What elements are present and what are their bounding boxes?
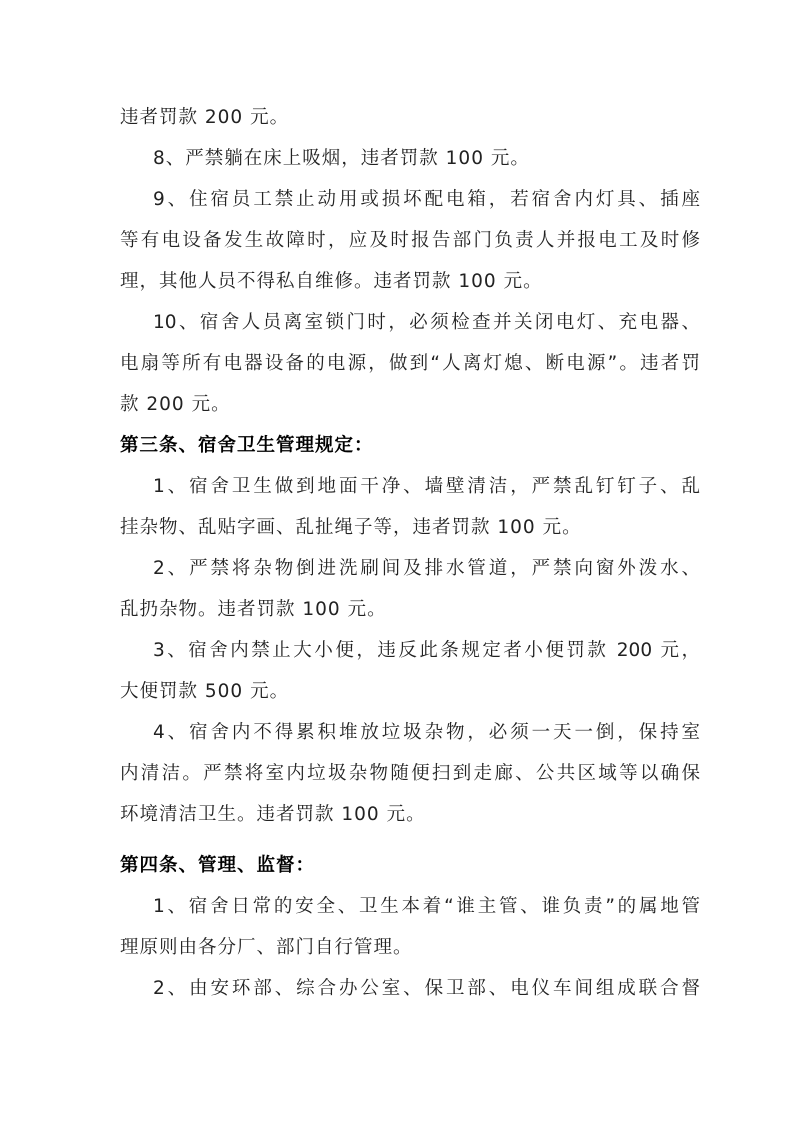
paragraph-line: 等有电设备发生故障时，应及时报告部门负责人并报电工及时修 [120, 230, 700, 251]
paragraph-line: 4、宿舍内不得累积堆放垃圾杂物，必须一天一倒，保持室 [153, 722, 700, 743]
section-heading: 第四条、管理、监督： [120, 855, 316, 876]
paragraph-line: 内清洁。严禁将室内垃圾杂物随便扫到走廊、公共区域等以确保 [120, 763, 700, 784]
paragraph-line: 1、宿舍日常的安全、卫生本着“谁主管、谁负责”的属地管 [153, 896, 700, 917]
paragraph-line: 1、宿舍卫生做到地面干净、墙壁清洁，严禁乱钉钉子、乱 [153, 476, 700, 497]
section-heading: 第三条、宿舍卫生管理规定： [120, 435, 374, 456]
paragraph-line: 挂杂物、乱贴字画、乱扯绳子等，违者罚款 100 元。 [120, 517, 582, 538]
paragraph-line: 理原则由各分厂、部门自行管理。 [120, 937, 413, 958]
paragraph-line: 环境清洁卫生。违者罚款 100 元。 [120, 804, 426, 825]
paragraph-line: 2、由安环部、综合办公室、保卫部、电仪车间组成联合督 [153, 978, 700, 999]
paragraph-line: 乱扔杂物。违者罚款 100 元。 [120, 599, 387, 620]
paragraph-line: 款 200 元。 [120, 394, 231, 415]
paragraph-line: 电扇等所有电器设备的电源，做到“人离灯熄、断电源”。违者罚 [120, 353, 700, 374]
paragraph-line: 理，其他人员不得私自维修。违者罚款 100 元。 [120, 271, 543, 292]
paragraph-line: 3、宿舍内禁止大小便，违反此条规定者小便罚款 200 元， [153, 640, 700, 661]
paragraph-line: 9、住宿员工禁止动用或损坏配电箱，若宿舍内灯具、插座 [153, 189, 700, 210]
paragraph-line: 大便罚款 500 元。 [120, 681, 290, 702]
paragraph-line: 10、宿舍人员离室锁门时，必须检查并关闭电灯、充电器、 [153, 312, 700, 333]
paragraph-line: 8、严禁躺在床上吸烟，违者罚款 100 元。 [153, 148, 530, 169]
paragraph-line: 2、严禁将杂物倒进洗刷间及排水管道，严禁向窗外泼水、 [153, 558, 700, 579]
paragraph-line: 违者罚款 200 元。 [120, 107, 290, 128]
